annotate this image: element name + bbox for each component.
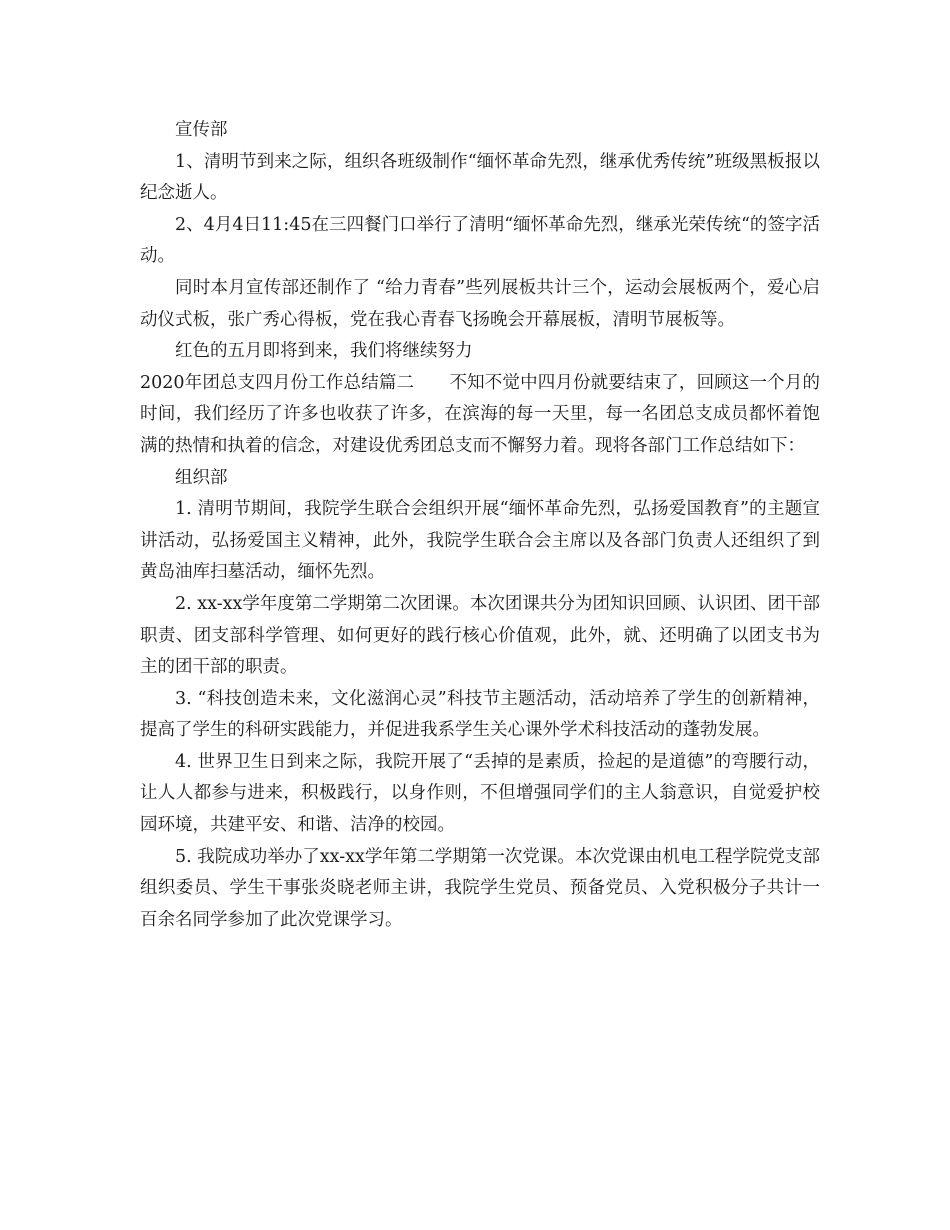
section-heading-publicity: 宣传部	[175, 120, 228, 140]
paragraph: 红色的五月即将到来，我们将继续努力	[175, 341, 473, 362]
paragraph: 2、4月4日11:45在三四餐门口举行了清明“缅怀革命先烈，继承光荣传统“的签字活动。	[140, 214, 820, 267]
paragraph: 2. xx-xx学年度第二学期第二次团课。本次团课共分为团知识回顾、认识团、团干部职责、团支部科学管理、如何更好的践行核心价值观，此外，就、还明确了以团支书为主的团干部的职责。	[140, 593, 820, 678]
paragraph: 3. “科技创造未来，文化滋润心灵”科技节主题活动，活动培养了学生的创新精神，提高了学生的科研实践能力，并促进我系学生关心课外学术科技活动的蓬勃发展。	[140, 688, 820, 741]
paragraph: 5. 我院成功举办了xx-xx学年第二学期第一次党课。本次党课由机电工程学院党支部组织委员、学生干事张炎晓老师主讲，我院学生党员、预备党员、入党积极分子共计一百余名同学参加了此次党课学习。	[140, 846, 820, 930]
paragraph: 同时本月宣传部还制作了 “给力青春”些列展板共计三个，运动会展板两个，爱心启动仪式板，张广秀心得板，党在我心青春飞扬晚会开幕展板，清明节展板等。	[140, 277, 820, 330]
paragraph: 1. 清明节期间，我院学生联合会组织开展“缅怀革命先烈，弘扬爱国教育”的主题宣讲活动，弘扬爱国主义精神，此外，我院学生联合会主席以及各部门负责人还组织了到黄岛油库扫墓活动，缅怀先烈。	[140, 499, 820, 583]
paragraph: 1、清明节到来之际，组织各班级制作“缅怀革命先烈，继承优秀传统”班级黑板报以纪念逝人。	[140, 151, 820, 204]
section-heading-organization: 组织部	[175, 467, 228, 488]
paragraph: 4. 世界卫生日到来之际，我院开展了“丢掉的是素质，捡起的是道德”的弯腰行动，让人人都参与进来，积极践行，以身作则，不但增强同学们的主人翁意识，自觉爱护校园环境，共建平安、和谐、洁净的校园。	[140, 751, 820, 836]
document-body	[140, 115, 820, 936]
paragraph-title-line: 2020年团总支四月份工作总结篇二 不知不觉中四月份就要结束了，回顾这一个月的时间，我们经历了许多也收获了许多，在滨海的每一天里，每一名团总支成员都怀着饱满的热情和执着的信念，对建设优秀团总支而不懈努力着。现将各部门工作总结如下：	[140, 372, 820, 456]
